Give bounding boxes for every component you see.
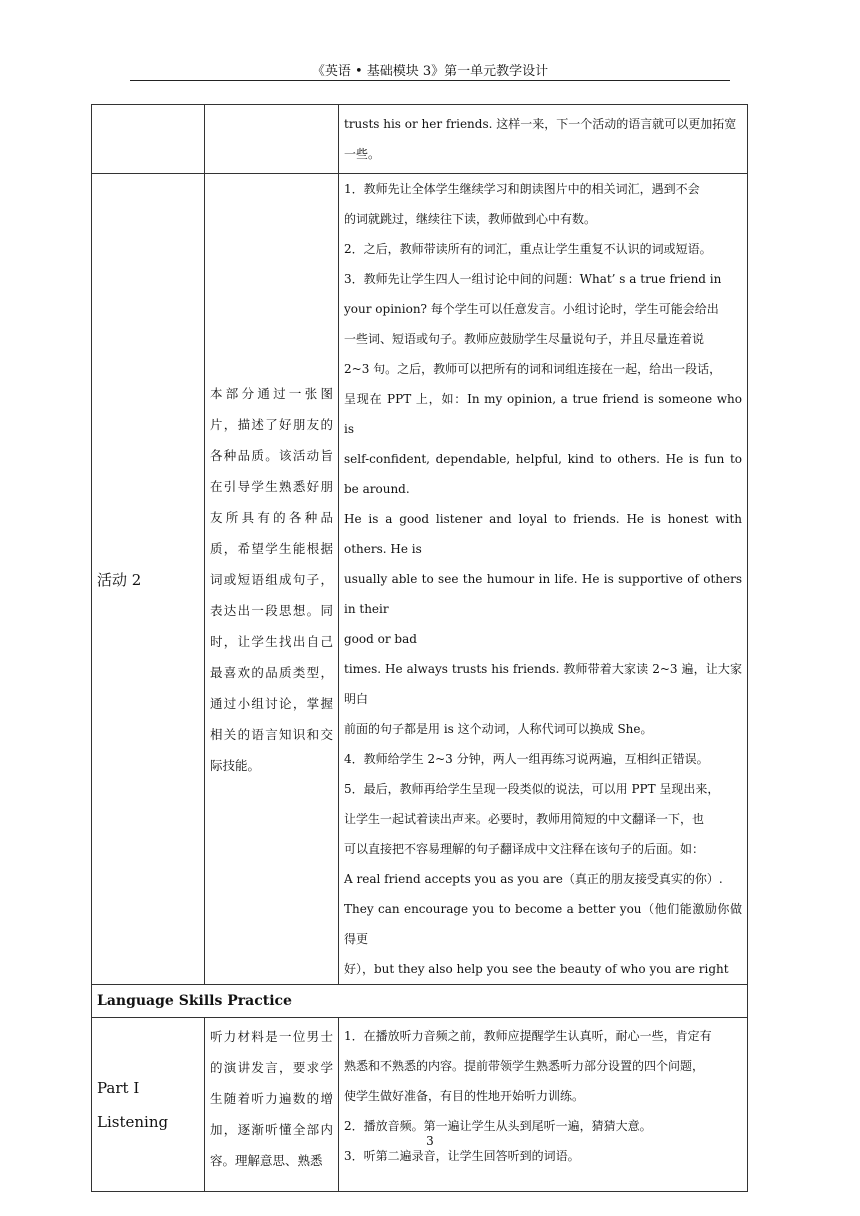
text-line: 1．教师先让全体学生继续学习和朗读图片中的相关词汇，遇到不会 — [344, 182, 700, 196]
table-row — [92, 174, 748, 985]
text-line: your opinion? 每个学生可以任意发言。小组讨论时，学生可能会给出 — [344, 302, 719, 316]
text-line: 4．教师给学生 2~3 分钟，两人一组再练习说两遍，互相纠正错误。 — [344, 752, 709, 766]
text-line: 可以直接把不容易理解的句子翻译成中文注释在该句子的后面。如： — [344, 842, 705, 856]
part-1-label-cell — [92, 1018, 205, 1192]
text-line: 前面的句子都是用 is 这个动词，人称代词可以换成 She。 — [344, 722, 653, 736]
lesson-plan-table — [91, 104, 748, 1192]
part-1-description-cell — [205, 1018, 339, 1192]
text-line: 2~3 句。之后，教师可以把所有的词和词组连接在一起，给出一段话， — [344, 362, 722, 376]
activity-2-procedure-cell — [339, 174, 748, 985]
text-line: A real friend accepts you as you are（真正的朋友接受真实的你）. — [344, 872, 723, 886]
activity-2-description: 本部分通过一张图片，描述了好朋友的各种品质。该活动旨在引导学生熟悉好朋友所具有的各种品质，希望学生能根据词或短语组成句子，表达出一段思想。同时，让学生找出自己最喜欢的品质类型，通过小组讨论，掌握相关的语言知识和交际技能。 — [210, 385, 333, 773]
text-line: 的词就跳过，继续往下读，教师做到心中有数。 — [344, 212, 597, 226]
text-line: 3．教师先让学生四人一组讨论中间的问题：What’ s a true friend in — [344, 272, 722, 286]
text-line: good or bad — [344, 632, 417, 646]
page-number: 3 — [426, 1134, 434, 1148]
text-line: 熟悉和不熟悉的内容。提前带领学生熟悉听力部分设置的四个问题， — [344, 1059, 705, 1073]
text-line: 好），but they also help you see the beauty of who you are right — [344, 962, 729, 976]
text-line: He is a good listener and loyal to friends. He is honest with others. He is — [344, 512, 742, 556]
row1-label-cell — [92, 105, 205, 174]
text-line: times. He always trusts his friends. 教师带着大家读 2~3 遍，让大家明白 — [344, 662, 742, 706]
text-line: 让学生一起试着读出声来。必要时，教师用简短的中文翻译一下，也 — [344, 812, 705, 826]
text-line: 2．播放音频。第一遍让学生从头到尾听一遍，猜猜大意。 — [344, 1119, 652, 1133]
part-1-sublabel: Listening — [97, 1112, 169, 1131]
text-line: 2．之后，教师带读所有的词汇，重点让学生重复不认识的词或短语。 — [344, 242, 712, 256]
text-line: 一些词、短语或句子。教师应鼓励学生尽量说句子，并且尽量连着说 — [344, 332, 705, 346]
table-row — [92, 1018, 748, 1192]
header-rule — [130, 80, 730, 81]
text-line: 使学生做好准备，有目的性地开始听力训练。 — [344, 1089, 585, 1103]
section-heading: Language Skills Practice — [92, 985, 748, 1018]
activity-2-description-cell — [205, 174, 339, 985]
text-line: 5．最后，教师再给学生呈现一段类似的说法，可以用 PPT 呈现出来， — [344, 782, 720, 796]
page-header: 《英语 • 基础模块 3》第一单元教学设计 — [311, 64, 549, 79]
table-row — [92, 985, 748, 1018]
part-1-description: 听力材料是一位男士的演讲发言，要求学生随着听力遍数的增加，逐渐听懂全部内容。理解意思、熟悉 — [210, 1029, 333, 1168]
text-line: 一些。 — [344, 147, 381, 161]
part-1-label: Part I — [97, 1078, 140, 1097]
row1-description-cell — [205, 105, 339, 174]
text-line: usually able to see the humour in life. He is supportive of others in their — [344, 572, 742, 616]
activity-2-label: 活动 2 — [92, 174, 205, 985]
text-line: They can encourage you to become a better you（他们能激励你做得更 — [344, 902, 742, 946]
table-row — [92, 105, 748, 174]
text-line: trusts his or her friends. 这样一来，下一个活动的语言就可以更加拓宽 — [344, 117, 737, 131]
part-1-procedure-cell — [339, 1018, 748, 1192]
row1-procedure-cell — [339, 105, 748, 174]
text-line: 1．在播放听力音频之前，教师应提醒学生认真听，耐心一些，肯定有 — [344, 1029, 712, 1043]
text-line: self-confident, dependable, helpful, kind to others. He is fun to be around. — [344, 452, 742, 496]
text-line: 3．听第二遍录音，让学生回答听到的词语。 — [344, 1149, 580, 1163]
text-line: 呈现在 PPT 上，如：In my opinion, a true friend is someone who is — [344, 392, 742, 436]
